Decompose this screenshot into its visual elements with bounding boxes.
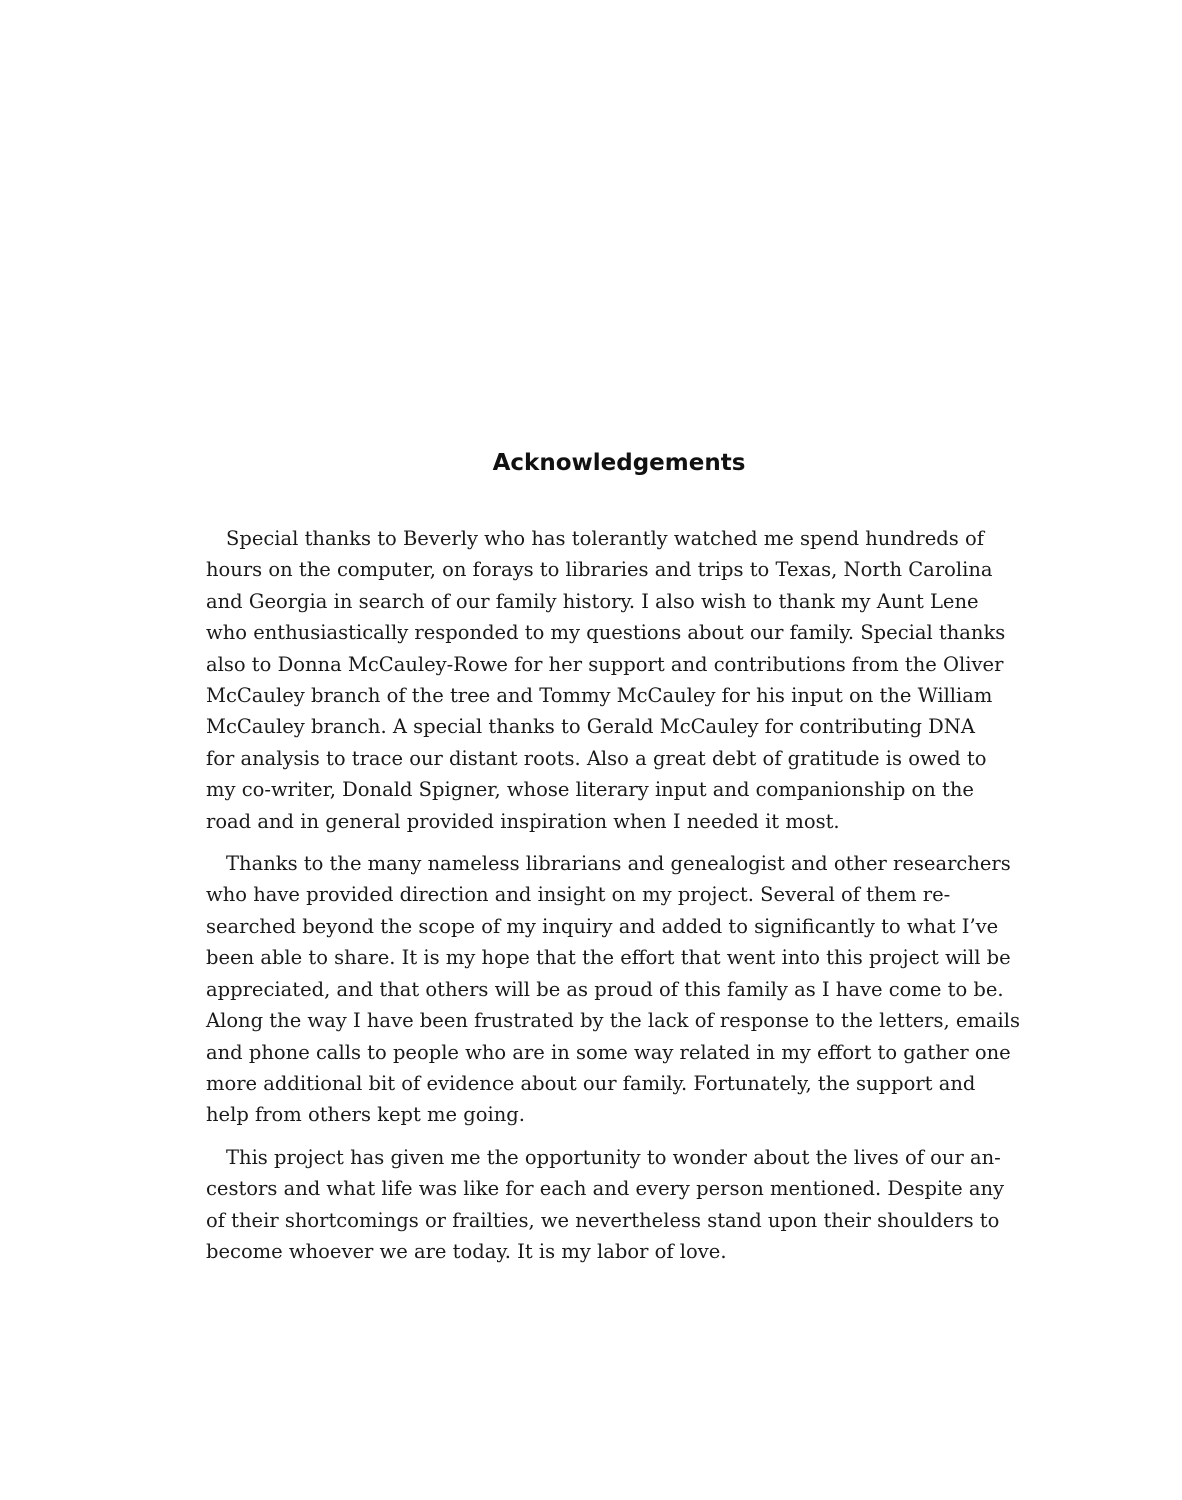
text-line: Thanks to the many nameless librarians and genealogist and other researchers <box>226 852 1011 876</box>
text-line: appreciated, and that others will be as proud of this family as I have come to be. <box>206 977 1004 1001</box>
text-line: more additional bit of evidence about our family. Fortunately, the support and <box>206 1071 976 1095</box>
page-title: Acknowledgements <box>492 450 746 476</box>
text-line: help from others kept me going. <box>206 1103 525 1127</box>
text-line: McCauley branch of the tree and Tommy McCauley for his input on the William <box>206 684 993 708</box>
text-line: of their shortcomings or frailties, we nevertheless stand upon their shoulders to <box>206 1208 1000 1232</box>
text-line: and Georgia in search of our family history. I also wish to thank my Aunt Lene <box>206 589 979 613</box>
text-line: become whoever we are today. It is my labor of love. <box>206 1239 727 1263</box>
text-line: cestors and what life was like for each and every person mentioned. Despite any <box>206 1177 1005 1201</box>
text-line: who have provided direction and insight on my project. Several of them re- <box>206 883 951 907</box>
paragraph-1 <box>206 523 1032 837</box>
text-line: hours on the computer, on forays to libraries and trips to Texas, North Carolina <box>206 558 993 582</box>
text-line: my co-writer, Donald Spigner, whose literary input and companionship on the <box>206 778 974 802</box>
text-line: Special thanks to Beverly who has tolerantly watched me spend hundreds of <box>226 527 984 550</box>
text-line: for analysis to trace our distant roots. Also a great debt of gratitude is owed to <box>206 746 987 770</box>
text-line: Along the way I have been frustrated by the lack of response to the letters, emails <box>206 1009 1021 1033</box>
text-line: and phone calls to people who are in some way related in my effort to gather one <box>206 1040 1011 1064</box>
text-line: McCauley branch. A special thanks to Gerald McCauley for contributing DNA <box>206 715 975 739</box>
text-line: This project has given me the opportunity to wonder about the lives of our an- <box>226 1145 1001 1169</box>
paragraph-2 <box>206 848 1032 1131</box>
text-line: searched beyond the scope of my inquiry and added to significantly to what I’ve <box>206 914 999 938</box>
text-line: road and in general provided inspiration when I needed it most. <box>206 809 840 833</box>
text-line: who enthusiastically responded to my questions about our family. Special thanks <box>206 621 1006 645</box>
text-line: also to Donna McCauley-Rowe for her support and contributions from the Oliver <box>206 652 1004 676</box>
acknowledgements-body <box>206 523 1032 1267</box>
text-line: been able to share. It is my hope that the effort that went into this project will be <box>206 946 1011 970</box>
paragraph-3 <box>206 1142 1032 1268</box>
